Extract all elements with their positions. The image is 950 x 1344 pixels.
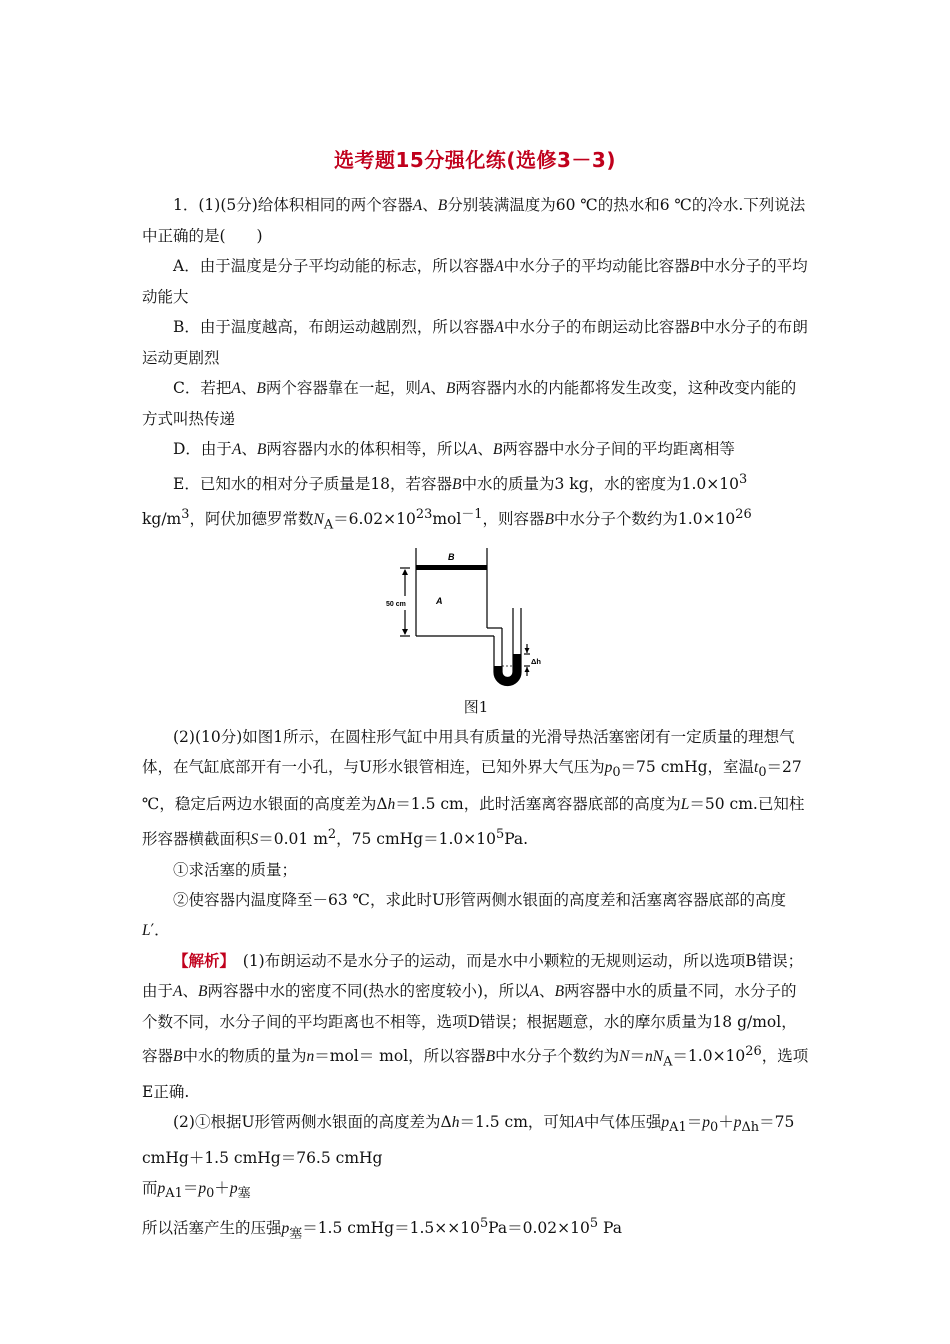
page-title: 选考题15分强化练(选修3－3) bbox=[334, 148, 616, 172]
q2-sub2: ②使容器内温度降至－63 ℃，求此时U形管两侧水银面的高度差和活塞离容器底部的高度L′． bbox=[142, 890, 787, 939]
label-50cm: 50 cm bbox=[386, 601, 406, 609]
q2-sub1: ①求活塞的质量； bbox=[173, 860, 298, 879]
label-a: A bbox=[436, 596, 443, 607]
mercury-column bbox=[494, 654, 521, 686]
option-d: D．由于A、B两容器内水的体积相等，所以A、B两容器中水分子间的平均距离相等 bbox=[173, 440, 735, 458]
analysis-equation: 而$p_{A1}=p_0+p_塞$ bbox=[142, 1179, 251, 1202]
option-b: B．由于温度越高，布朗运动越剧烈，所以容器A中水分子的布朗运动比容器B中水分子的布朗运动更剧烈 bbox=[142, 318, 808, 367]
dimension-arrow-down bbox=[402, 629, 408, 635]
analysis-tag: 【解析】 bbox=[173, 950, 228, 970]
option-c: C．若把A、B两个容器靠在一起，则A、B两容器内水的内能都将发生改变，这种改变内能的方式叫热传递 bbox=[142, 379, 797, 428]
dh-arrowhead-down bbox=[525, 648, 530, 653]
cylinder-u-tube-diagram bbox=[386, 544, 556, 694]
analysis-piston-pressure: 所以活塞产生的压强$p_塞=1.5$ $cmHg=1.5\times\times 10^5Pa=0.02\times 10^5$ Pa bbox=[142, 1216, 622, 1242]
q2-stem: (2)(10分)如图1所示，在圆柱形气缸中用具有质量的光滑导热活塞密闭有一定质量的理想气体，在气缸底部开有一小孔，与U形水银管相连，已知外界大气压为$p_0=75$ cmHg，室温$t_0=27$ ℃，稳定后两边水银面的高度差为Δh＝1.5 cm，此时活塞离容器底部的高度为L＝50 cm.已知柱形容器横截面积S＝0.01 $m^2$，75 $cmHg=1.0\times 10^5Pa$. bbox=[142, 728, 805, 848]
analysis-part2: (2)①根据U形管两侧水银面的高度差为Δh＝1.5 cm，可知A中气体压强$p_{A1}=p_0+p_{\Delta h}=75$ cmHg＋1.5 cmHg＝76.5 cmHg bbox=[142, 1112, 795, 1167]
dh-arrowhead-up bbox=[525, 667, 530, 672]
analysis-part1: 【解析】 (1)布朗运动不是水分子的运动，而是水中小颗粒的无规则运动，所以选项B错误；由于A、B两容器中水的密度不同(热水的密度较小)，所以A、B两容器中水的质量不同，水分子的个数不同，水分子间的平均距离也不相等，选项D错误；根据题意，水的摩尔质量为18 g/mol，容器B中水的物质的量为n＝mol＝ mol，所以容器B中水分子个数约为$N=nN_A=1.0\times 10^{26}$，选项E正确. bbox=[142, 950, 809, 1101]
option-a: A．由于温度是分子平均动能的标志，所以容器A中水分子的平均动能比容器B中水分子的平均动能大 bbox=[142, 257, 808, 306]
piston bbox=[416, 565, 487, 570]
figure-caption: 图1 bbox=[463, 698, 489, 717]
document-body bbox=[142, 190, 810, 1249]
q1-stem: 1．(1)(5分)给体积相同的两个容器A、B分别装满温度为60 ℃的热水和6 ℃的冷水.下列说法中正确的是( ) bbox=[142, 196, 806, 245]
label-b: B bbox=[448, 552, 455, 563]
label-dh: Δh bbox=[531, 657, 541, 667]
option-e: E．已知水的相对分子质量是18，若容器B中水的质量为3 kg，水的密度为$1.0\times 10^3$ $kg/m^3$，阿伏加德罗常数$N_A=6.02\times 10^{23}mol^{-1}$，则容器B中水分子个数约为$1.0\times 10^{26}$ bbox=[142, 472, 752, 533]
dimension-arrow-up bbox=[402, 569, 408, 575]
